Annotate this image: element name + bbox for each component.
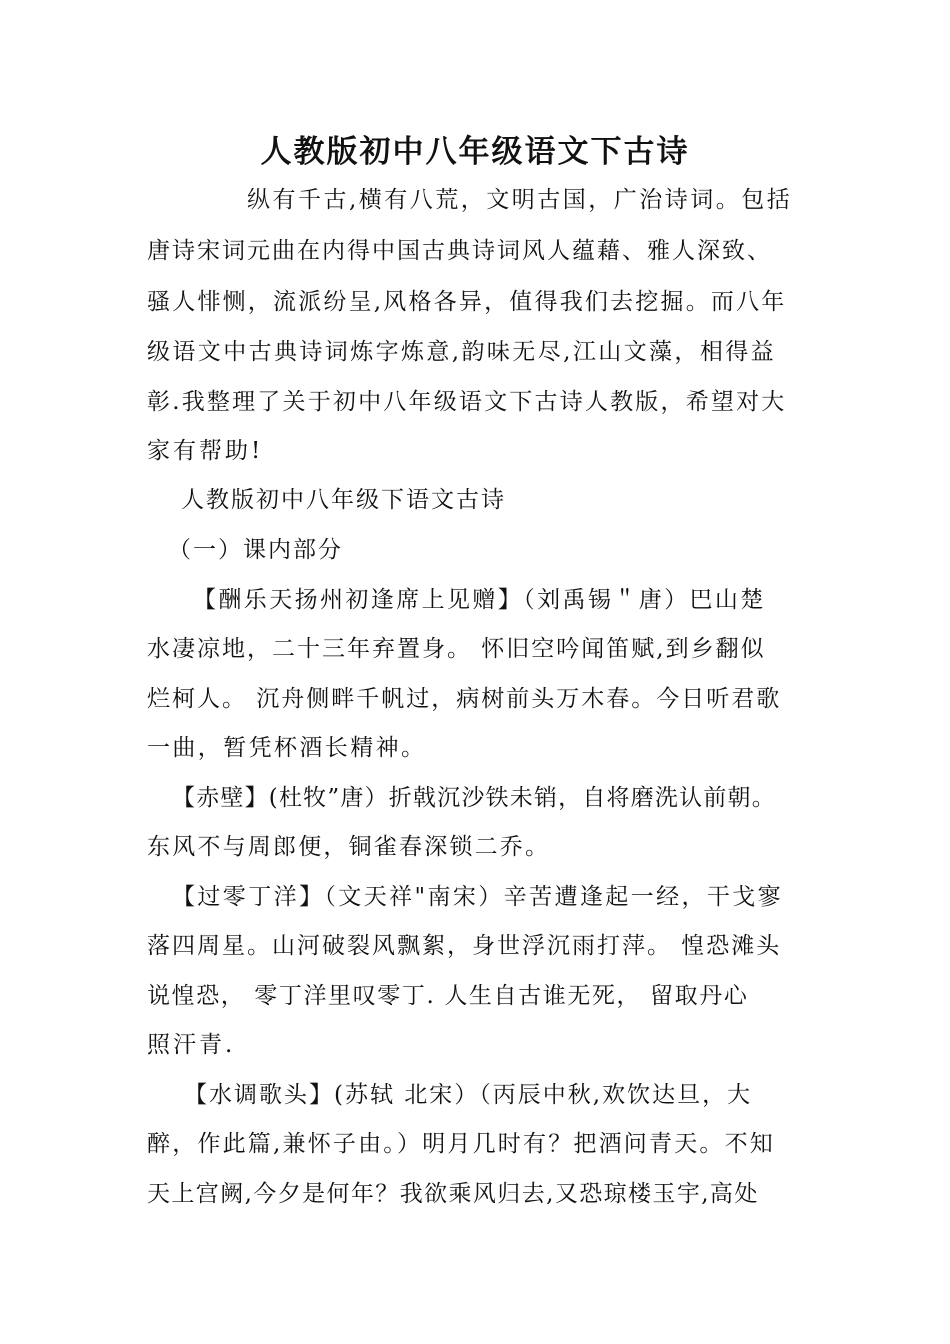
poem-line: 【水调歌头】(苏轼 北宋）（丙辰中秋,欢饮达旦，大: [184, 1082, 753, 1108]
paragraph-line: 级语文中古典诗词炼字炼意,韵味无尽,江山文藻，相得益: [147, 339, 777, 365]
poem-line: 【过零丁洋】（文天祥"南宋）辛苦遭逢起一经，干戈寥: [172, 884, 784, 910]
poem-line: 说惶恐， 零丁洋里叹零丁. 人生自古谁无死， 留取丹心: [147, 983, 749, 1009]
poem-line: 【酬乐天扬州初逢席上见赠】（刘禹锡＂唐）巴山楚: [193, 587, 766, 613]
poem-line: 东风不与周郎便，铜雀春深锁二乔。: [147, 834, 551, 860]
poem-line: 照汗青.: [147, 1032, 236, 1058]
paragraph-line: 家有帮助!: [147, 438, 264, 464]
poem-line: 水凄凉地，二十三年弃置身。 怀旧空吟闻笛赋,到乡翻似: [147, 636, 766, 662]
poem-line: 天上宫阙,今夕是何年？我欲乘风归去,又恐琼楼玉宇,高处: [147, 1181, 759, 1207]
poem-line: 落四周星。山河破裂风飘絮，身世浮沉雨打萍。 惶恐滩头: [147, 933, 782, 959]
paragraph-line: 纵有千古,横有八荒，文明古国，广治诗词。包括: [247, 187, 793, 213]
section-heading: 人教版初中八年级下语文古诗: [181, 487, 506, 513]
section-subheading: （一）课内部分: [168, 537, 343, 563]
paragraph-line: 唐诗宋词元曲在内得中国古典诗词风人蕴藉、雅人深致、: [147, 238, 772, 264]
poem-line: 醉，作此篇,兼怀子由。）明月几时有？把酒问青天。不知: [147, 1131, 776, 1157]
paragraph-line: 骚人悱恻，流派纷呈,风格各异，值得我们去挖掘。而八年: [147, 289, 787, 315]
poem-line: 一曲，暂凭杯酒长精神。: [147, 735, 427, 761]
document-title: 人教版初中八年级语文下古诗: [260, 134, 690, 170]
paragraph-line: 彰.我整理了关于初中八年级语文下古诗人教版，希望对大: [147, 389, 787, 415]
poem-line: 烂柯人。 沉舟侧畔千帆过，病树前头万木春。今日听君歌: [147, 686, 782, 712]
poem-line: 【赤壁】(杜牧”唐）折戟沉沙铁未销，自将磨洗认前朝。: [172, 785, 776, 811]
